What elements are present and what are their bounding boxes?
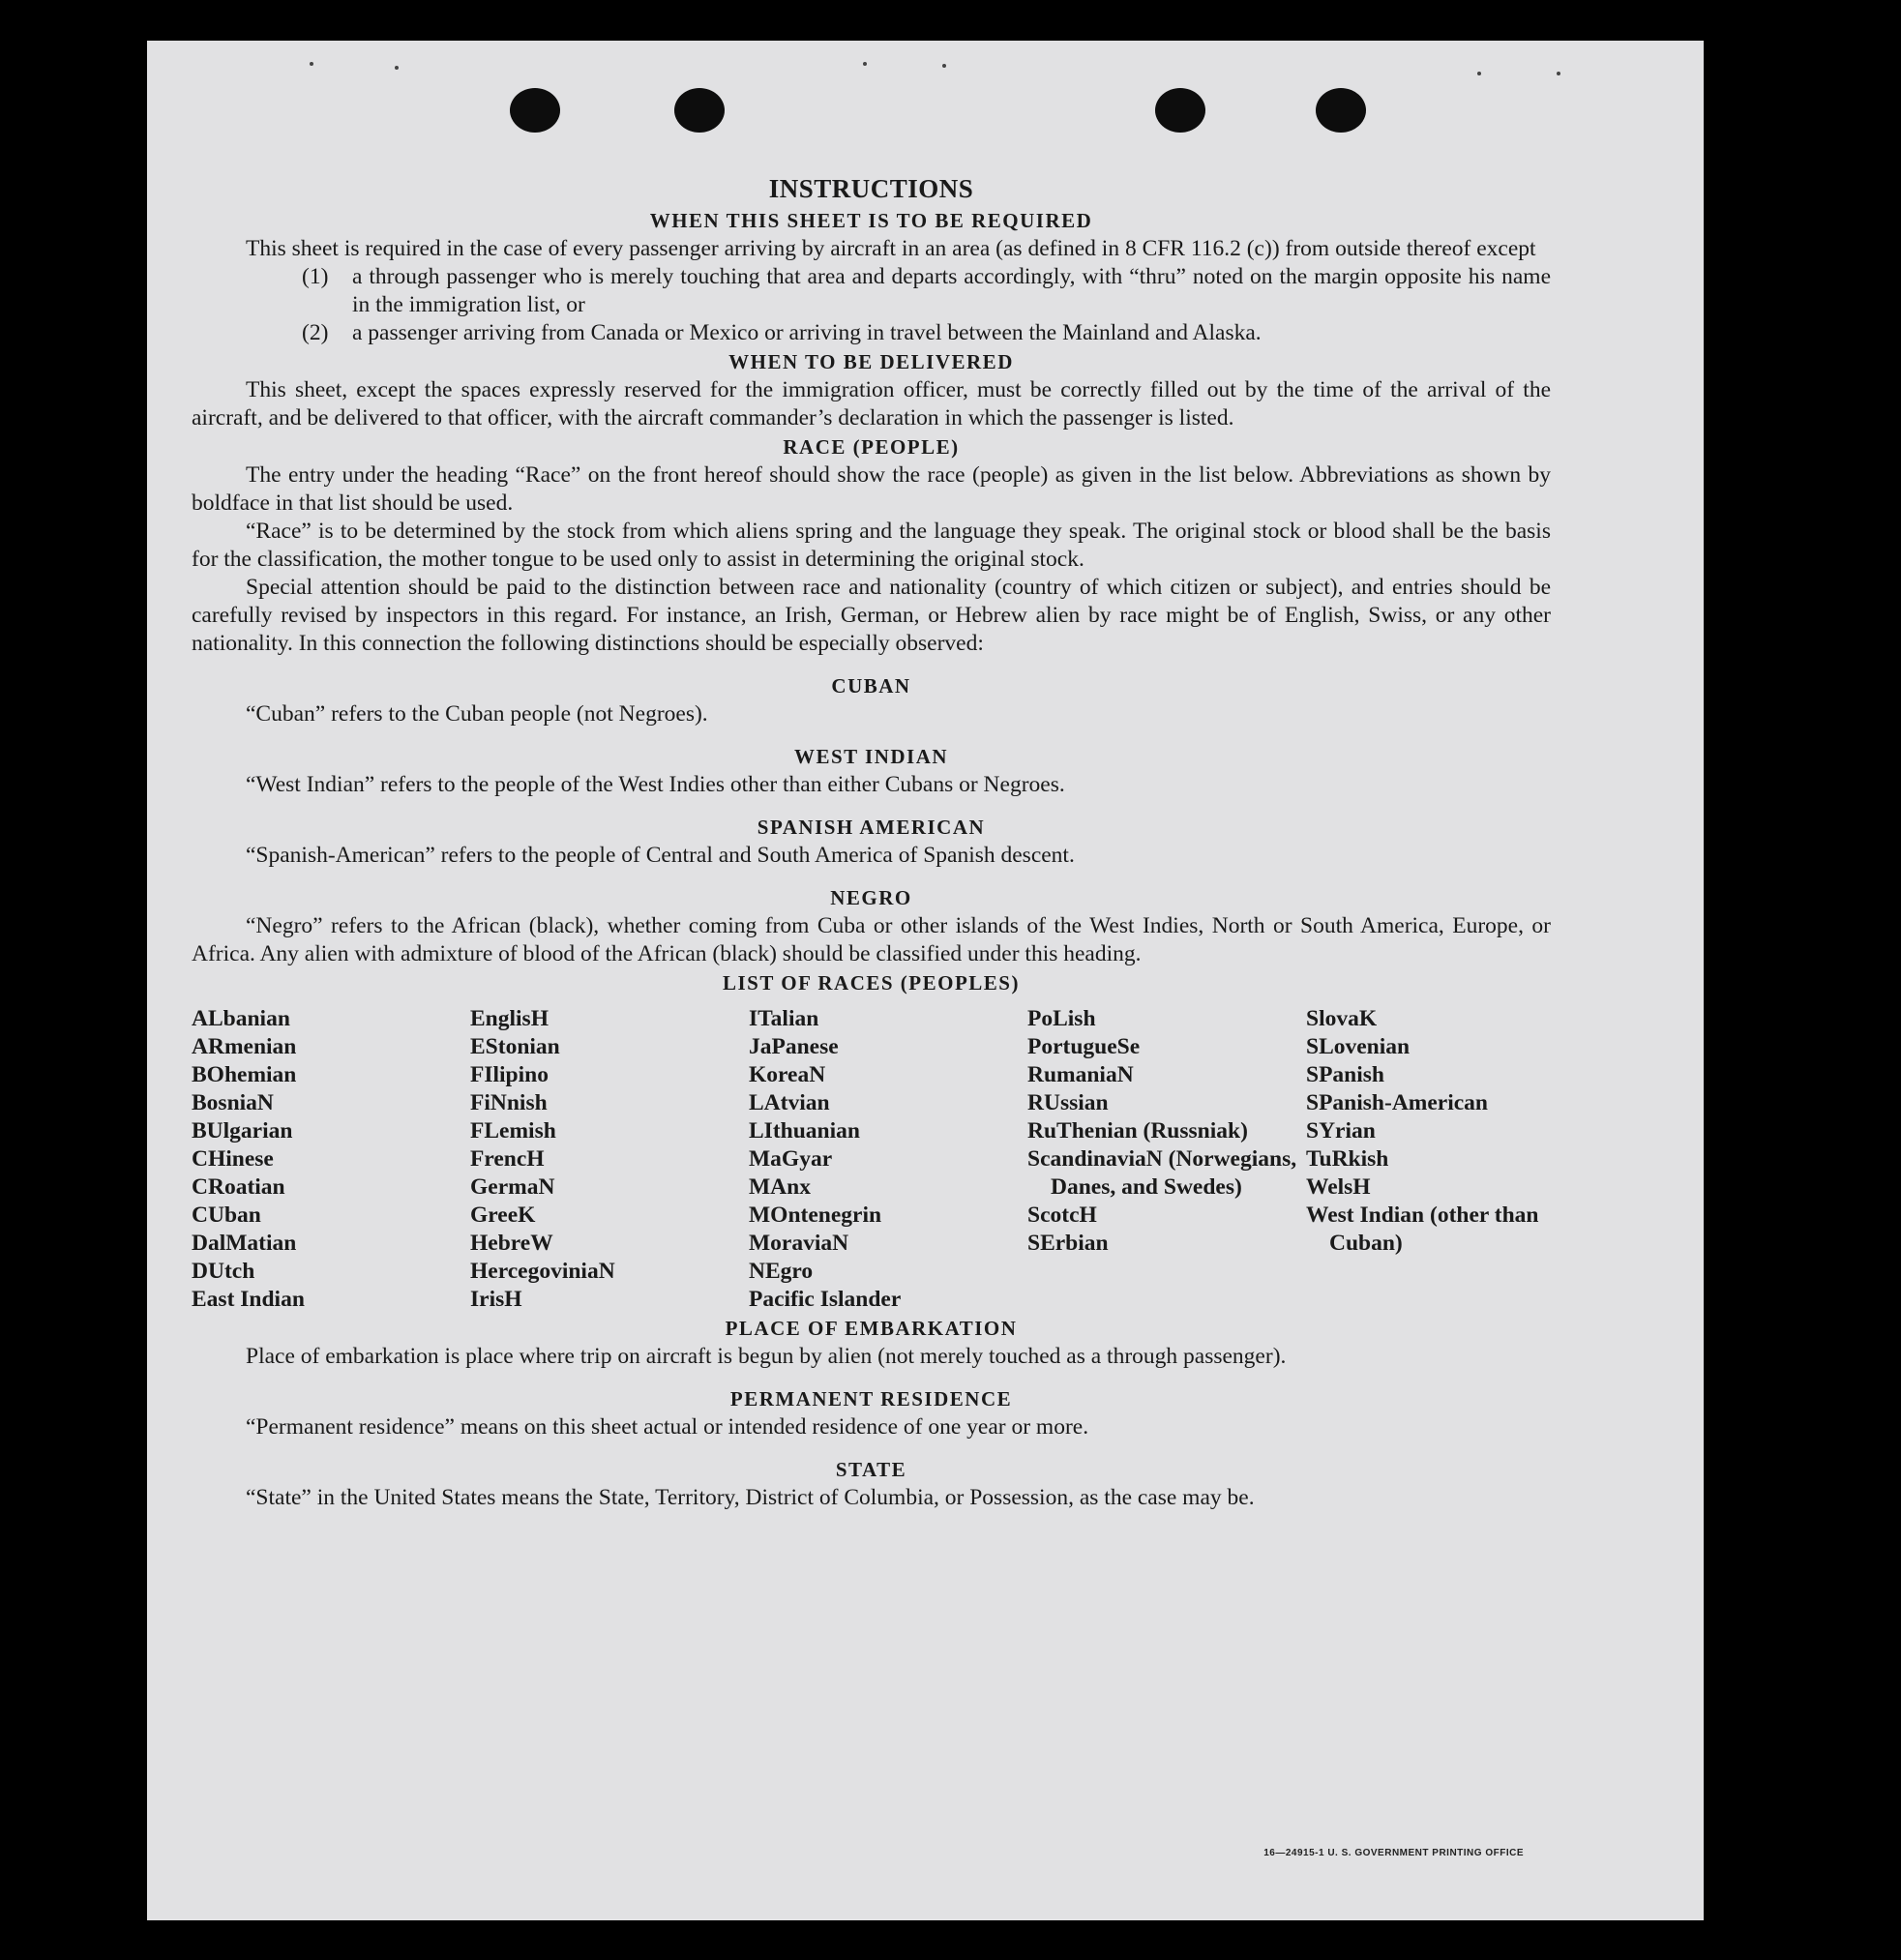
- paragraph-when-delivered: This sheet, except the spaces expressly reserved for the immigration officer, must be correctly filled out by the time of the arrival of the aircraft, and be delivered to that officer, with the aircraft commander’s declaration in which the passenger is listed.: [192, 377, 1551, 431]
- paragraph-residence: “Permanent residence” means on this sheet actual or intended residence of one year or more.: [246, 1414, 1089, 1440]
- race-item: KoreaN: [749, 1062, 826, 1087]
- race-column: [1306, 1005, 1551, 1314]
- speck: [1477, 72, 1481, 75]
- item-number: (1): [302, 264, 329, 289]
- race-item: RuThenian (Russniak): [1027, 1118, 1248, 1143]
- paragraph-race-3: Special attention should be paid to the distinction between race and nationality (country of which citizen or subject), and entries should be carefully revised by inspectors in this regard. For instance, an Irish, German, or Hebrew alien by race might be of English, Swiss, or any other nationality. In this connection the following distinctions should be especially observed:: [192, 575, 1551, 656]
- race-item: DalMatian: [192, 1231, 297, 1256]
- race-item: West Indian (other than Cuban): [1306, 1203, 1539, 1256]
- race-item: MoraviaN: [749, 1231, 849, 1256]
- race-item: GermaN: [470, 1174, 555, 1200]
- punch-hole: [674, 88, 725, 133]
- speck: [1557, 72, 1560, 75]
- race-item: BOhemian: [192, 1062, 297, 1087]
- race-item: PoLish: [1027, 1006, 1096, 1031]
- page-title: INSTRUCTIONS: [768, 174, 974, 203]
- heading-race: RACE (PEOPLE): [783, 435, 960, 459]
- race-item: HebreW: [470, 1231, 553, 1256]
- speck: [310, 62, 313, 66]
- race-item: FLemish: [470, 1118, 556, 1143]
- item-text: a through passenger who is merely touching that area and departs accordingly, with “thru” noted on the margin opposite his name in the immigration list, or: [352, 264, 1551, 317]
- race-item: CUban: [192, 1203, 261, 1228]
- paragraph-negro: “Negro” refers to the African (black), whether coming from Cuba or other islands of the West Indies, North or South America, Europe, or Africa. Any alien with admixture of blood of the African (black) should be classified under this heading.: [192, 913, 1551, 966]
- heading-cuban: CUBAN: [831, 674, 911, 698]
- speck: [942, 64, 946, 68]
- race-item: East Indian: [192, 1287, 305, 1312]
- instructions-content: [192, 171, 1551, 1512]
- exception-list: [302, 263, 1551, 347]
- heading-spanish-american: SPANISH AMERICAN: [757, 816, 986, 839]
- race-item: RUssian: [1027, 1090, 1109, 1115]
- paragraph-embarkation: Place of embarkation is place where trip on aircraft is begun by alien (not merely touched as a through passenger).: [246, 1344, 1287, 1369]
- race-item: SLovenian: [1306, 1034, 1411, 1059]
- race-item: ARmenian: [192, 1034, 297, 1059]
- printer-mark: 16—24915-1 U. S. GOVERNMENT PRINTING OFFICE: [1263, 1848, 1524, 1858]
- document-page: [147, 41, 1704, 1920]
- race-list: [192, 1005, 1551, 1314]
- heading-embarkation: PLACE OF EMBARKATION: [725, 1317, 1018, 1340]
- heading-residence: PERMANENT RESIDENCE: [729, 1387, 1013, 1411]
- heading-when-delivered: WHEN TO BE DELIVERED: [728, 350, 1014, 373]
- race-item: HercegoviniaN: [470, 1259, 615, 1284]
- race-item: LAtvian: [749, 1090, 830, 1115]
- race-item: PortugueSe: [1027, 1034, 1141, 1059]
- race-item: FrencH: [470, 1146, 545, 1172]
- punch-hole: [510, 88, 560, 133]
- paragraph-race-1: The entry under the heading “Race” on the front hereof should show the race (people) as given in the list below. Abbreviations as shown by boldface in that list should be used.: [192, 462, 1551, 516]
- race-item: SPanish-American: [1306, 1090, 1488, 1115]
- race-item: WelsH: [1306, 1174, 1371, 1200]
- race-item: NEgro: [749, 1259, 814, 1284]
- race-item: BUlgarian: [192, 1118, 293, 1143]
- race-item: MAnx: [749, 1174, 811, 1200]
- race-item: ALbanian: [192, 1006, 290, 1031]
- punch-hole: [1155, 88, 1205, 133]
- exception-item: [302, 263, 1551, 319]
- speck: [395, 66, 399, 70]
- race-item: DUtch: [192, 1259, 255, 1284]
- race-item: Pacific Islander: [749, 1287, 902, 1312]
- race-item: ScotcH: [1027, 1203, 1097, 1228]
- punch-hole: [1316, 88, 1366, 133]
- race-item: MaGyar: [749, 1146, 833, 1172]
- item-number: (2): [302, 320, 329, 345]
- race-item: IrisH: [470, 1287, 522, 1312]
- race-item: JaPanese: [749, 1034, 839, 1059]
- race-item: ITalian: [749, 1006, 819, 1031]
- race-item: FIlipino: [470, 1062, 549, 1087]
- paragraph-cuban: “Cuban” refers to the Cuban people (not Negroes).: [246, 701, 708, 727]
- race-item: LIthuanian: [749, 1118, 860, 1143]
- race-column: [1027, 1005, 1306, 1314]
- race-item: TuRkish: [1306, 1146, 1389, 1172]
- race-item: GreeK: [470, 1203, 536, 1228]
- race-item: MOntenegrin: [749, 1203, 882, 1228]
- exception-item: [302, 319, 1551, 347]
- race-item: ScandinaviaN (Norwegians, Danes, and Swedes): [1027, 1146, 1297, 1200]
- heading-when-required: WHEN THIS SHEET IS TO BE REQUIRED: [649, 209, 1093, 232]
- heading-negro: NEGRO: [830, 886, 912, 909]
- race-column: [749, 1005, 1027, 1314]
- race-item: BosniaN: [192, 1090, 274, 1115]
- race-item: EnglisH: [470, 1006, 549, 1031]
- heading-west-indian: WEST INDIAN: [793, 745, 949, 768]
- race-item: CRoatian: [192, 1174, 285, 1200]
- item-text: a passenger arriving from Canada or Mexico or arriving in travel between the Mainland and Alaska.: [352, 320, 1262, 345]
- paragraph-when-required: This sheet is required in the case of every passenger arriving by aircraft in an area (as defined in 8 CFR 116.2 (c)) from outside thereof except: [246, 236, 1536, 261]
- heading-list-of-races: LIST OF RACES (PEOPLES): [723, 971, 1020, 995]
- paragraph-west-indian: “West Indian” refers to the people of the West Indies other than either Cubans or Negroes.: [246, 772, 1065, 797]
- paragraph-race-2: “Race” is to be determined by the stock from which aliens spring and the language they speak. The original stock or blood shall be the basis for the classification, the mother tongue to be used only to assist in determining the original stock.: [192, 519, 1551, 572]
- race-item: EStonian: [470, 1034, 560, 1059]
- race-item: SYrian: [1306, 1118, 1376, 1143]
- race-item: SPanish: [1306, 1062, 1384, 1087]
- race-item: SErbian: [1027, 1231, 1109, 1256]
- heading-state: STATE: [835, 1458, 907, 1481]
- race-item: FiNnish: [470, 1090, 548, 1115]
- paragraph-state: “State” in the United States means the State, Territory, District of Columbia, or Possession, as the case may be.: [246, 1485, 1255, 1510]
- race-column: [470, 1005, 749, 1314]
- race-item: CHinese: [192, 1146, 274, 1172]
- race-item: SlovaK: [1306, 1006, 1378, 1031]
- race-item: RumaniaN: [1027, 1062, 1134, 1087]
- paragraph-spanish-american: “Spanish-American” refers to the people of Central and South America of Spanish descent.: [246, 843, 1075, 868]
- speck: [863, 62, 867, 66]
- race-column: [192, 1005, 470, 1314]
